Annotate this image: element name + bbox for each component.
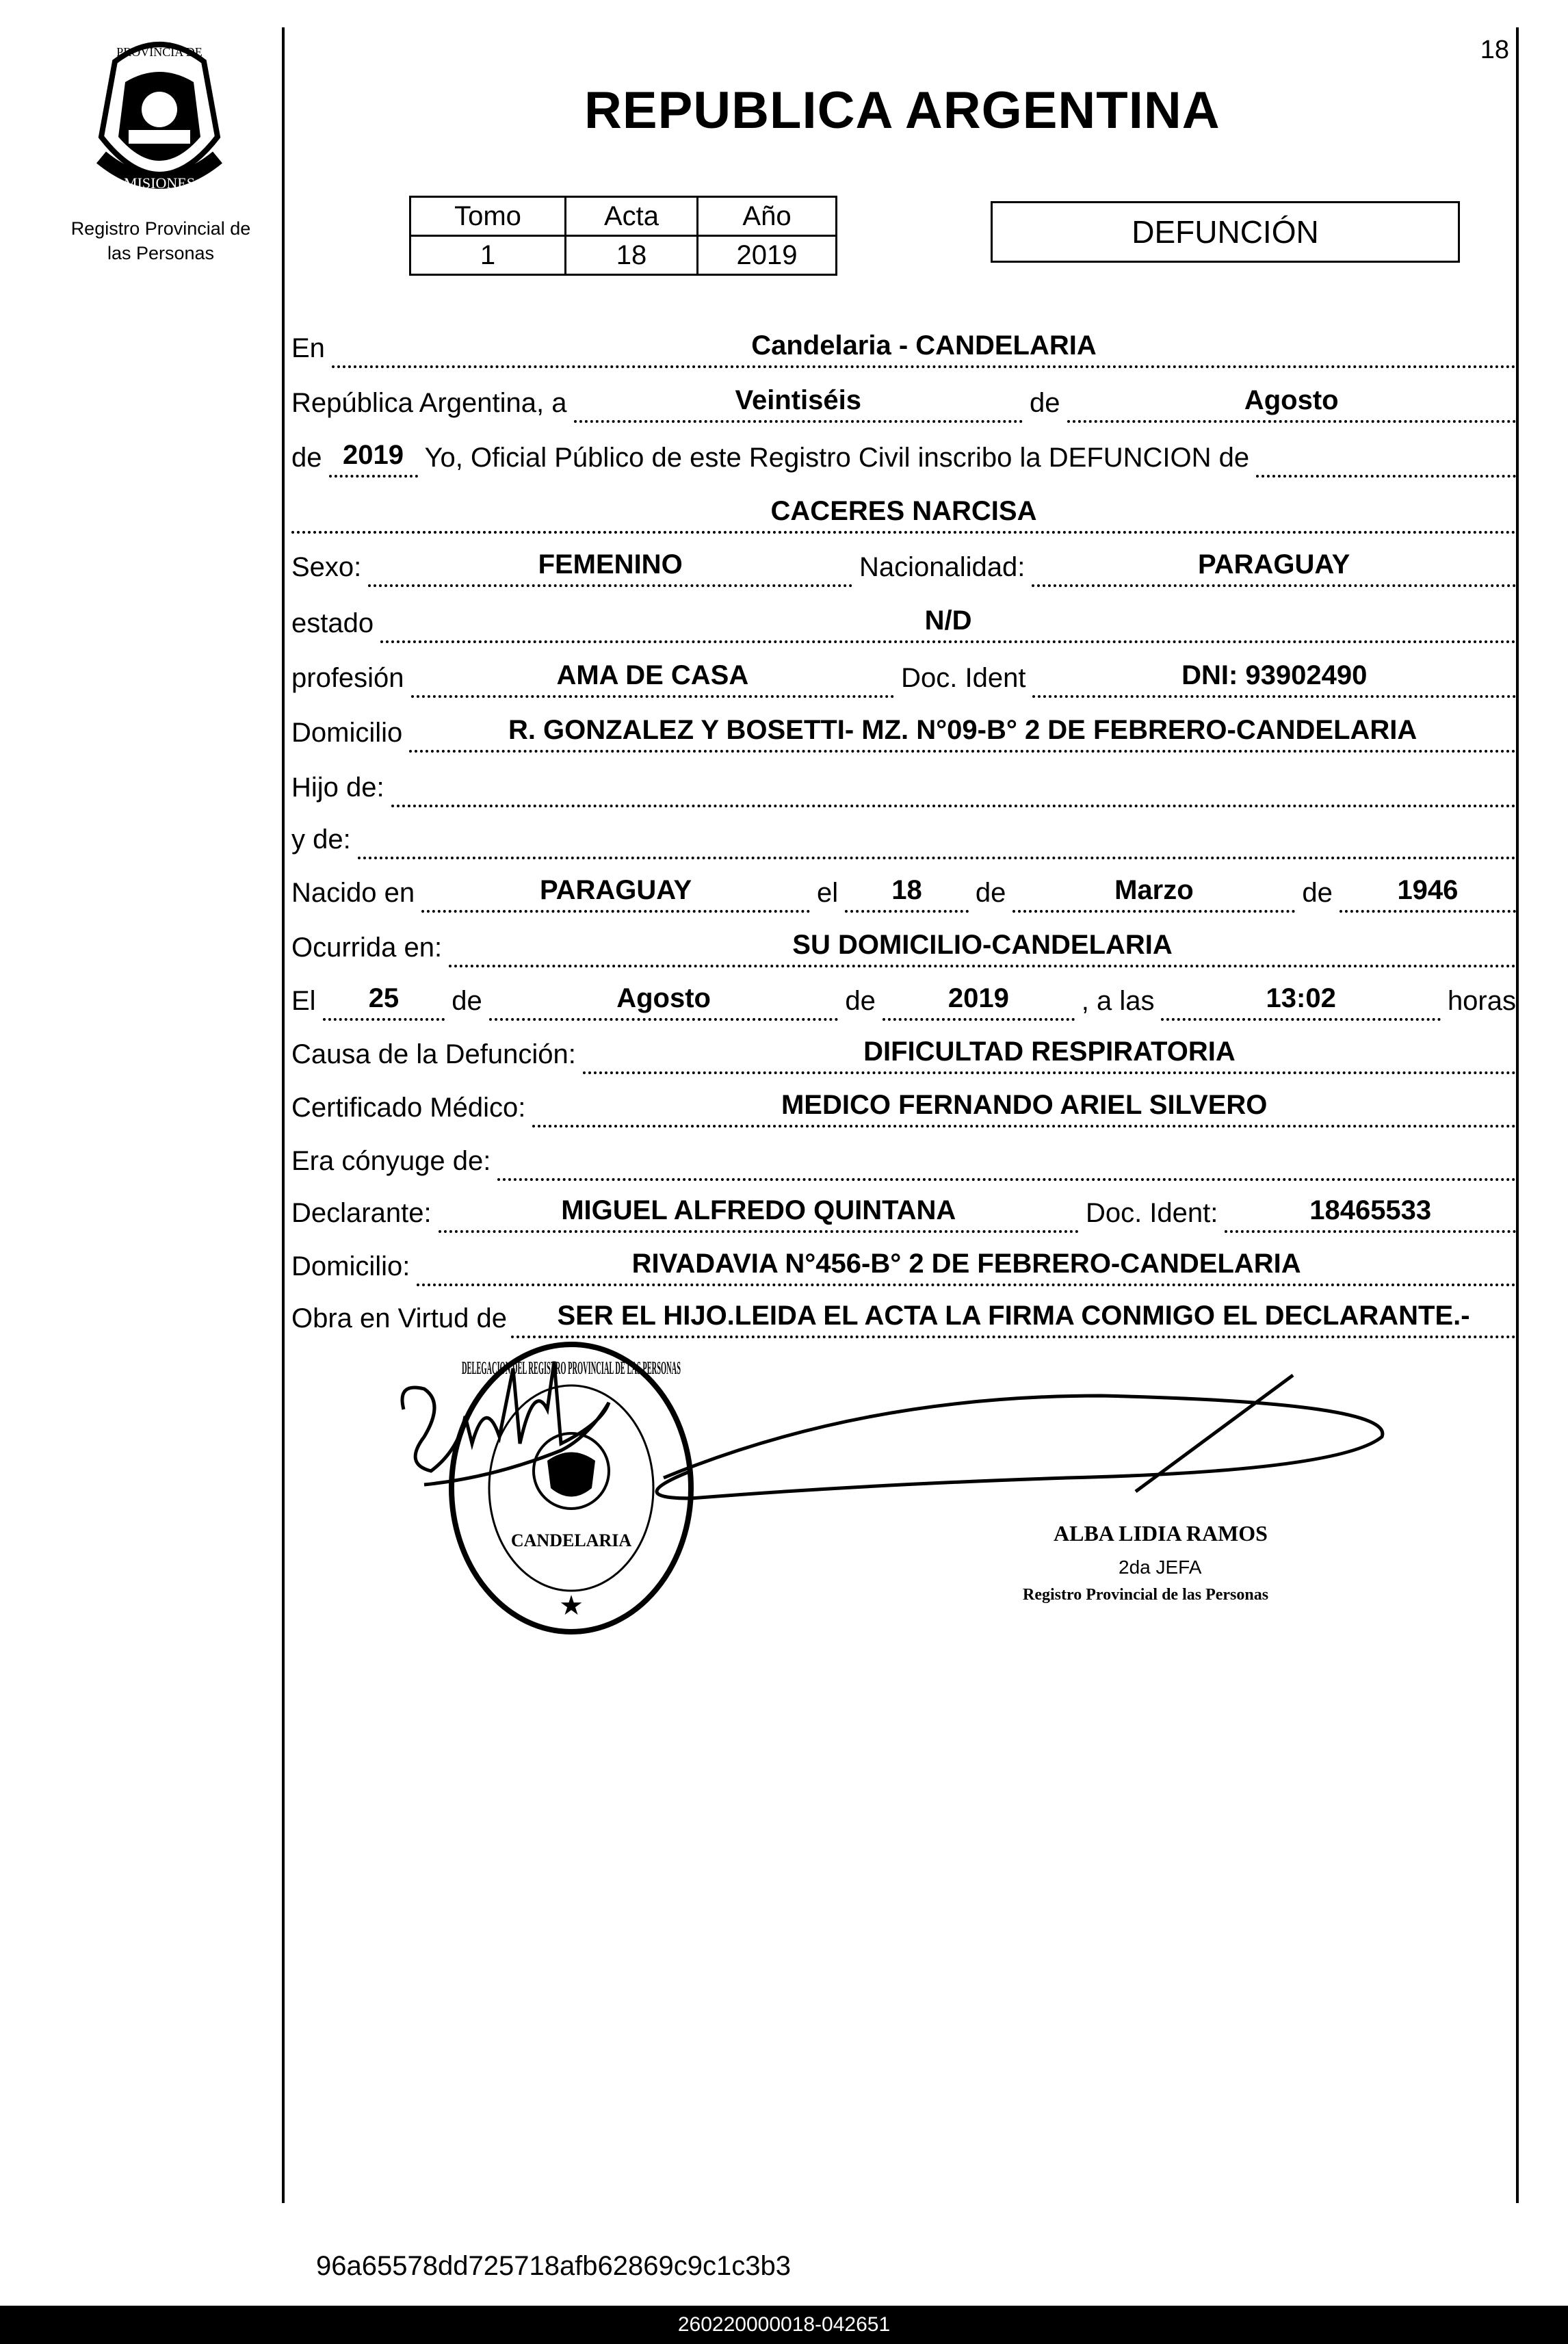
label-alas: , a las [1081, 986, 1155, 1016]
label-profesion: profesión [291, 663, 404, 693]
value-estado: N/D [380, 605, 1516, 643]
value-declarante: MIGUEL ALFREDO QUINTANA [439, 1195, 1079, 1233]
row-declarante [291, 1193, 1516, 1233]
label-domicilio: Domicilio [291, 718, 403, 748]
label-death-de2: de [845, 986, 876, 1016]
row-ocurrida [291, 928, 1516, 967]
row-virtud [291, 1299, 1516, 1338]
label-declarante: Declarante: [291, 1198, 432, 1228]
label-yde: y de: [291, 824, 351, 855]
value-virtud: SER EL HIJO.LEIDA EL ACTA LA FIRMA CONMIGO EL DECLARANTE.- [511, 1301, 1516, 1338]
value-nacionalidad: PARAGUAY [1032, 549, 1516, 587]
value-birth-month: Marzo [1012, 875, 1295, 913]
label-doc-ident: Doc. Ident [901, 663, 1026, 693]
row-nacido [291, 873, 1516, 913]
header-ano: Año [698, 197, 837, 236]
document-hash: 96a65578dd725718afb62869c9c1c3b3 [316, 2251, 792, 2281]
row-certificado [291, 1088, 1516, 1128]
label-nacido: Nacido en [291, 878, 415, 908]
right-margin-line [1516, 27, 1519, 2203]
value-yde [358, 852, 1516, 859]
row-conyuge [291, 1141, 1516, 1181]
label-certificado: Certificado Médico: [291, 1093, 526, 1123]
label-republica: República Argentina, a [291, 388, 567, 418]
document-type-box: DEFUNCIÓN [991, 201, 1460, 263]
value-decl-domicilio: RIVADAVIA N°456-B° 2 DE FEBRERO-CANDELARIA [417, 1249, 1516, 1286]
official-office: Registro Provincial de las Personas [1023, 1586, 1269, 1604]
label-decl-domicilio: Domicilio: [291, 1251, 410, 1281]
value-tomo: 1 [410, 236, 566, 275]
registry-name-line1: Registro Provincial de [70, 218, 251, 239]
value-death-month: Agosto [489, 983, 839, 1021]
value-death-day: 25 [323, 983, 445, 1021]
value-causa: DIFICULTAD RESPIRATORIA [583, 1037, 1516, 1074]
value-doc-ident: DNI: 93902490 [1032, 660, 1516, 698]
value-month: Agosto [1067, 385, 1517, 423]
label-de: de [1030, 388, 1060, 418]
value-day-words: Veintiséis [574, 385, 1023, 423]
row-decl-domicilio [291, 1247, 1516, 1286]
value-conyuge [497, 1174, 1516, 1181]
row-sexo [291, 547, 1516, 587]
label-death-de: de [452, 986, 482, 1016]
label-en: En [291, 333, 325, 363]
row-year [291, 438, 1516, 478]
value-death-time: 13:02 [1161, 983, 1440, 1021]
row-death-date [291, 981, 1516, 1021]
value-blank [1256, 471, 1516, 478]
value-acta: 18 [566, 236, 698, 275]
official-role: 2da JEFA [1119, 1557, 1202, 1578]
label-sexo: Sexo: [291, 552, 362, 582]
label-death-el: El [291, 986, 316, 1016]
value-hijo [391, 800, 1516, 807]
footer-code-bar: 260220000018-042651 [0, 2306, 1568, 2344]
left-margin-line [282, 27, 285, 2203]
page-number: 18 [1480, 36, 1509, 64]
text-oficial: Yo, Oficial Público de este Registro Civil inscribo la DEFUNCION de [424, 443, 1250, 473]
value-location: Candelaria - CANDELARIA [332, 330, 1516, 368]
official-stamp [452, 1344, 691, 1632]
signature-area [383, 1341, 1409, 1656]
label-nacionalidad: Nacionalidad: [859, 552, 1025, 582]
value-certificado: MEDICO FERNANDO ARIEL SILVERO [532, 1090, 1516, 1128]
label-el: el [817, 878, 839, 908]
page-title: REPUBLICA ARGENTINA [584, 81, 1220, 140]
label-birth-de2: de [1302, 878, 1333, 908]
record-table [409, 196, 837, 276]
registry-name-line2: las Personas [107, 243, 215, 263]
province-seal-logo [88, 34, 231, 205]
value-deceased-name: CACERES NARCISA [291, 496, 1516, 534]
row-domicilio [291, 713, 1516, 753]
label-ocurrida: Ocurrida en: [291, 933, 443, 963]
header-tomo: Tomo [410, 197, 566, 236]
label-de2: de [291, 443, 322, 473]
row-en [291, 328, 1516, 368]
row-hijo [291, 768, 1516, 807]
value-domicilio: R. GONZALEZ Y BOSETTI- MZ. N°09-B° 2 DE FEBRERO-CANDELARIA [409, 715, 1516, 753]
row-yde [291, 820, 1516, 859]
value-decl-doc: 18465533 [1225, 1195, 1516, 1233]
value-ano: 2019 [698, 236, 837, 275]
value-nacido: PARAGUAY [421, 875, 810, 913]
row-deceased [291, 494, 1516, 534]
value-sexo: FEMENINO [368, 549, 852, 587]
stamp-ring-text: DELEGACION DEL REGISTRO PROVINCIAL DE LAS PERSONAS [462, 1358, 681, 1378]
registry-name [48, 216, 274, 265]
value-death-year: 2019 [883, 983, 1075, 1021]
label-estado: estado [291, 608, 374, 638]
row-profesion [291, 658, 1516, 698]
official-signature [657, 1375, 1383, 1498]
label-virtud: Obra en Virtud de [291, 1303, 508, 1333]
logo-bottom-text: MISIONES [124, 174, 195, 192]
header-acta: Acta [566, 197, 698, 236]
star-icon: ★ [559, 1591, 584, 1621]
label-hijo: Hijo de: [291, 772, 384, 803]
row-estado [291, 603, 1516, 643]
label-causa: Causa de la Defunción: [291, 1039, 576, 1069]
value-birth-day: 18 [845, 875, 969, 913]
row-causa [291, 1034, 1516, 1074]
logo-top-text: PROVINCIA DE [116, 45, 202, 59]
label-conyuge: Era cónyuge de: [291, 1146, 491, 1176]
value-year: 2019 [329, 440, 418, 478]
value-ocurrida: SU DOMICILIO-CANDELARIA [449, 930, 1516, 967]
value-profesion: AMA DE CASA [411, 660, 895, 698]
row-date [291, 383, 1516, 423]
label-horas: horas [1447, 986, 1516, 1016]
label-birth-de: de [975, 878, 1006, 908]
label-decl-doc: Doc. Ident: [1085, 1198, 1218, 1228]
value-birth-year: 1946 [1340, 875, 1516, 913]
stamp-center-text: CANDELARIA [510, 1531, 632, 1550]
official-name: ALBA LIDIA RAMOS [1054, 1521, 1268, 1546]
